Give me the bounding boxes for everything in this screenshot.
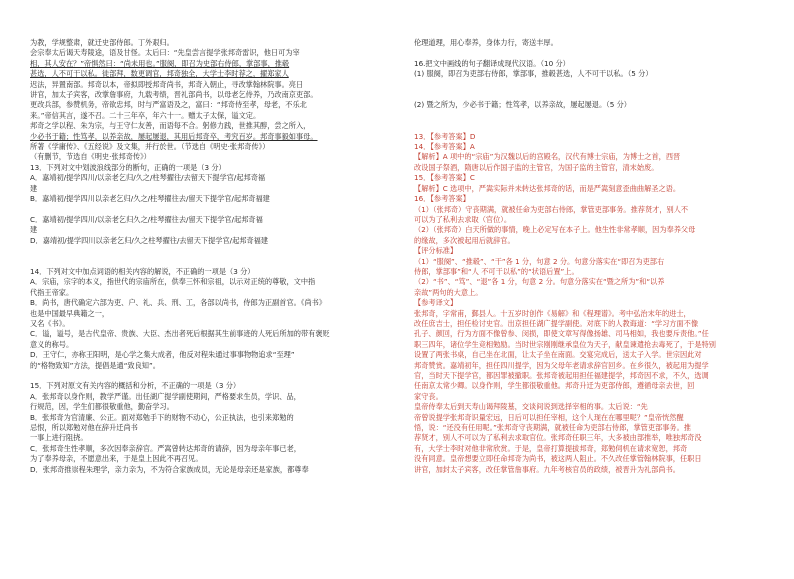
right-column — [414, 38, 770, 475]
left-text-line: A．宗庙，宗字的本义，指世代的宗庙所在，供奉三怀和宗祖，以示对正统的尊敬，文中指 — [30, 277, 316, 287]
left-text-line: 行规范，因，学生们都很敬重他，勤奋学习。 — [30, 402, 174, 412]
right-text-line — [414, 80, 770, 90]
left-text-line: 15．下列对原文有关内容的概括和分析，不正确的一项是（3 分） — [30, 381, 241, 391]
left-text-line: 一事上进行阻挠。 — [30, 433, 88, 443]
left-text-line: 讲官，加太子宾客，改掌詹事府，九载考绩，晋礼部尚书，以母老乞侍养，乃改南京吏部。 — [30, 90, 318, 100]
right-text-line: 荐贤才，别人不可以为了私利去求取官位。张邦奇任职三年，大多被由部推举，唯独邦奇没 — [414, 433, 702, 443]
left-text-line: 为教，学规整肃，就迁史部侍郎。丁外艰归。 — [30, 38, 174, 47]
right-text-line: 伦理道理，用心奉养，身体力行，寄送丰厚。 — [414, 38, 558, 47]
right-text-line: 官，当时天下提学官，都因罪被撤职。张邦奇被起用担任福建提学，邦奇因不求，不久，选调 — [414, 371, 709, 380]
left-text-line: A．张邦奇以身作则，教学严谨。出任湖广提学副使期间，严格要求生员，学识、品， — [30, 391, 301, 401]
left-text-line: D．张邦奇推崇程朱理学，亲力亲为，不为符合家族成员，无论是母亲还是家族，都尊奉 — [30, 464, 309, 474]
right-text-line: 张邦奇，字常甫，鄞县人。十五岁时创作《易解》和《程理谱》。考中弘治末年的进士， — [414, 308, 691, 318]
right-text-line: 任南京太常少卿。以身作则，学生都很敬重他。邦奇升迁为吏部侍郎，遵循母亲去世，回 — [414, 381, 695, 391]
right-text-line: 侍郎，掌部事”和“人 不可干以私”的“状语后置”上。 — [414, 266, 579, 276]
left-text-line: 的“格物致知”方法，提倡是通“致良知”。 — [30, 360, 160, 370]
left-text-line: B．张邦奇为官清廉、公正。面对郑勉手下的财物不动心，公正执法，也引来郑勉的 — [30, 412, 294, 422]
left-text-line: D．嘉靖初/提学四川以亲老乞归/久之柱琴擢往/去留天下提学官/起邦奇福建 — [30, 235, 269, 245]
left-text-line: 更改兵部，参赞机务，帝欲忠邦，时与严富语及之，富曰：“邦奇侍至孝，母老，不乐北 — [30, 100, 307, 110]
left-text-line: 建 — [30, 183, 38, 193]
right-text-line: 有，大学士李时对他非常欣赏。于是，皇帝打算提拔邦奇，郑勉伺机在请求宽恕，邦奇 — [414, 443, 688, 453]
left-text-line: C．谥，谥号，是古代皇帝、贵族、大臣、杰出者死后根据其生前事迹的人死后所加的带有褒贬 — [30, 329, 330, 339]
left-text-line: 所著《学庸传》、《五经说》及文集，并行於世。（节选自《明史·张邦奇传》） — [30, 142, 270, 152]
left-column — [30, 38, 386, 475]
left-text-line — [30, 257, 386, 267]
left-text-line: 甚选，人不可干以私。徙部拜，数更调官，邦奇独全，大学士李时荐之，擢郑家人 — [30, 69, 289, 79]
right-text-line: 【解析】A 项中的“宗庙”为汉魏以后的宫殿名，汉代有博士宗庙，为博士之首，西晋 — [414, 152, 681, 162]
right-text-line: 【评分标准】 — [414, 246, 458, 256]
right-text-line — [414, 48, 770, 58]
right-text-line: 悟，说：“还没有任用呢。”张邦奇守丧期满，就被任命为吏部右侍郎，掌管吏部事务。推 — [414, 423, 691, 433]
right-text-line: 16．【参考答案】 — [414, 194, 470, 204]
left-text-line: 又名《书》。 — [30, 318, 70, 328]
right-text-line: 邦奇赞赏。嘉靖初年，担任四川提学，因为父母年老请求辞官回乡。在乡很久，被起用为提学 — [414, 360, 709, 370]
right-text-line: 【解析】C 选项中，严嵩实际并未转达张邦奇的话，而是严嵩刻意歪曲曲解圣之语。 — [414, 183, 681, 193]
right-text-line: 没有同意。皇帝想要立即任命邦奇为尚书，被这两人阻止。不久改任掌管翰林院事，任职日 — [414, 454, 702, 464]
right-text-line: 14．【参考答案】A — [414, 142, 475, 152]
left-text-line — [30, 205, 386, 215]
right-text-line: （2）（张邦奇）白天所做的事情，晚上必定写在本子上。他生性非常孝顺，因为奉养父母 — [414, 225, 696, 235]
left-text-line: B．尚书，唐代确定六部为吏、户、礼、兵、刑、工，各部以尚书，侍郎为正副首官。《尚书》 — [30, 298, 327, 308]
left-text-line: 忌恨，所以郑勉对他在辞升迁尚书 — [30, 423, 138, 433]
left-text-line: 邦奇之学以程、朱为宗，与王守仁友善，而语每不合。躬修力践，世推其醇，尝之所入， — [30, 121, 311, 131]
left-text-line: 也是中国最早典籍之一， — [30, 308, 110, 318]
left-text-line: 14．下列对文中加点词语的相关内容的解说，不正确的一项是（3 分） — [30, 266, 255, 276]
left-text-line: 来。”帝信其言，遂不召。二十三年卒，年六十一。赠太子太保，谥文定。 — [30, 110, 261, 120]
left-text-line: B．嘉靖初/提学四川以亲老乞归/久之/柱琴擢往去/留天下提学官/起邦奇福建 — [30, 194, 270, 204]
right-text-line — [414, 90, 770, 100]
left-text-line: 代指王帝家。 — [30, 287, 74, 297]
right-text-line: 帝曾说提学张邦奇识量宏远，日后可以担任宰相，这个人现在在哪里呢？”皇帝恍然醒 — [414, 412, 684, 422]
left-text-line: 13．下列对文中划波浪线部分的断句，正确的一项是（3 分） — [30, 162, 226, 172]
left-text-line: 意义的称号。 — [30, 339, 74, 349]
left-text-line: A．嘉靖初/提学四川/以亲老乞归/久之/柱琴擢往/去留天下提学官/起邦奇福 — [30, 173, 266, 183]
right-text-line: (2) 暨之所为，少必书于籍；性笃孝，以养亲故，屡起屡退。（5 分） — [414, 100, 631, 110]
right-text-line: (1) 服阕，即召为吏部右侍郎，掌部事，推毂甚选，人不可干以私。（5 分） — [414, 69, 653, 79]
right-text-line: （1）（张邦奇）守丧期满，就被任命为吏部右侍郎，掌管吏部事务。推荐贤才，别人不 — [414, 204, 689, 214]
right-text-line: 设置了两张书桌，自己坐在北面，让太子坐在南面。交宴完成后，送太子入学。世宗因此对 — [414, 350, 702, 360]
right-text-line: 【参考译文】 — [414, 298, 458, 308]
left-text-line: 建 — [30, 225, 38, 235]
left-text-line — [30, 371, 386, 381]
left-text-line: 相，其人安在？”帝惧然曰：“尚未用也。”服阕，即召为史部右侍郎，掌部事，推毂 — [30, 58, 290, 68]
right-text-line: 13．【参考答案】D — [414, 131, 476, 141]
right-text-line: 讲官，加封太子宾客，改任掌管詹事府。九年考核官员的政绩，被晋升为礼部尚书。 — [414, 464, 680, 474]
right-text-line: 可以为了私利去求取（官位）。 — [414, 214, 512, 224]
right-text-line — [414, 121, 770, 131]
right-text-line: 孔子、颜回，行为方面不像曾参、闵损，即使文章写得像扬雄、司马相如，我也要斥责他。”任 — [414, 329, 709, 339]
left-text-line — [30, 246, 386, 256]
left-text-line: C．嘉靖初/提学四川/以亲老乞归久之/柱琴擢往去/留天下提学官/起邦奇福 — [30, 214, 263, 224]
right-text-line: 家守丧。 — [414, 391, 443, 401]
left-text-line: D．王守仁，亦称王阳明，是心学之集大成者，他反对程朱通过事事物物追求“至理” — [30, 350, 295, 360]
right-text-line: 职三四年，诸位学生竞相勉励。当时世宗刚刚继承皇位为天子，献皇谏遣抢去毒死了，于是特别 — [414, 339, 716, 349]
left-text-line: 迟法，异置南部。邦奇以本，帝拟即授邦奇尚书，邦奇入朝止，寻改掌翰林院事。亮日 — [30, 79, 304, 89]
right-text-line: 的缘故，多次被起用后就辞官。 — [414, 235, 515, 245]
right-text-line — [414, 111, 770, 121]
left-text-line: 会宗奉太后谒天寿陵途，语及甘怪。太后曰：“先皇尝言提学张邦奇雷识，他日可为宰 — [30, 48, 300, 58]
right-text-line: 皇帝侍奉太后到天寿山谒拜陵墓，交谈间说到选择宰相的事。太后说：“先 — [414, 402, 648, 412]
right-text-line: （1）“服阕”、“推毂”、“干”各 1 分，句意 2 分。句意分落实在“即召为吏部右 — [414, 256, 665, 266]
left-text-line: 少必书于籍；性笃孝，以养亲故，屡起屡退，其用后邦奇卒，考究百岁。邦奇事毅如事母。 — [30, 131, 318, 141]
right-text-line: （2）“书”、“笃”、“退”各 1 分，句意 2 分。句意分落实在“暨之所为”和“以养 — [414, 277, 665, 287]
left-text-line: C．张邦奇生性孝顺，多次因奉亲辞官。严嵩曾转达邦奇的请辞，因为母亲年事已老， — [30, 443, 301, 453]
right-text-line: 改任庶吉士，担任检讨史官。出京担任湖广提学副使。对底下的人教诲道：“学习方面不像 — [414, 318, 699, 328]
right-text-line: 改设国子祭酒，隋唐以后作国子监的主管官，为国子监的主管官，清末始废。 — [414, 162, 659, 172]
left-text-line: 为了奉养母亲，不愿意出来，于是皇上因此不再召见。 — [30, 454, 203, 464]
right-text-line: 15．【参考答案】C — [414, 173, 475, 183]
right-text-line: 16.把文中画线的句子翻译成现代汉语。（10 分） — [414, 58, 570, 68]
left-text-line: （有删节，节选自《明史·张邦奇传》） — [30, 152, 151, 162]
right-text-line: 亲故”两句的大意上。 — [414, 287, 483, 297]
